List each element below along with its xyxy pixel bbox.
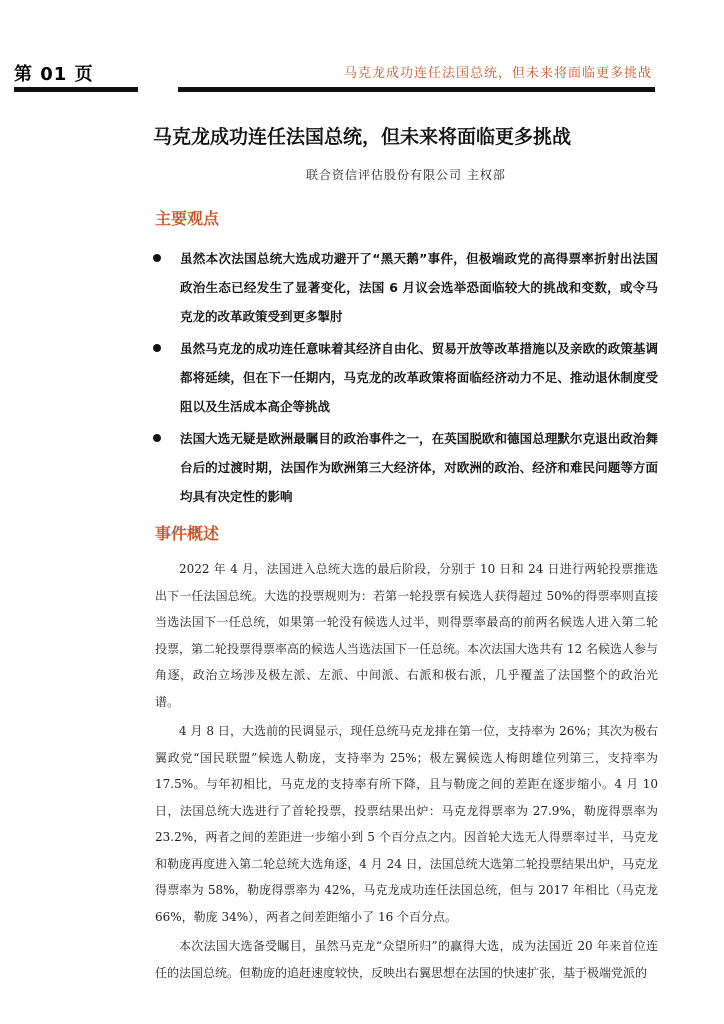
overview-body xyxy=(155,556,658,989)
key-points-list xyxy=(153,244,658,514)
key-point-item xyxy=(153,424,658,511)
key-point-item xyxy=(153,244,658,331)
header-rule-right xyxy=(178,87,655,92)
bullet-dot-icon xyxy=(153,344,161,352)
overview-heading: 事件概述 xyxy=(155,524,220,543)
overview-paragraph: 4 月 8 日，大选前的民调显示，现任总统马克龙排在第一位，支持率为 26%；其次为极右翼政党“国民联盟”候选人勒庞，支持率为 25%；极左翼候选人梅朗雄位列第三，支持率为 17.5%。与年初相比，马克龙的支持率有所下降，且与勒庞之间的差距在逐步缩小。4 月 10 日，法国总统大选进行了首轮投票，投票结果出炉：马克龙得票率为 27.9%，勒庞得票率为 23.2%，两者之间的差距进一步缩小到 5 个百分点之内。因首轮大选无人得票率过半，马克龙和勒庞再度进入第二轮总统大选角逐，4 月 24 日，法国总统大选第二轮投票结果出炉，马克龙得票率为 58%，勒庞得票率为 42%，马克龙成功连任法国总统，但与 2017 年相比（马克龙 66%，勒庞 34%），两者之间差距缩小了 16 个百分点。 xyxy=(155,724,658,924)
overview-paragraph: 本次法国大选备受瞩目，虽然马克龙“众望所归”的赢得大选，成为法国近 20 年来首位连任的法国总统。但勒庞的追赶速度较快，反映出右翼思想在法国的快速扩张，基于极端党派的 xyxy=(155,939,658,980)
bullet-dot-icon xyxy=(153,434,161,442)
running-header-title: 马克龙成功连任法国总统，但未来将面临更多挑战 xyxy=(343,66,652,81)
overview-paragraph: 2022 年 4 月，法国进入总统大选的最后阶段，分别于 10 日和 24 日进行两轮投票推选出下一任法国总统。大选的投票规则为：若第一轮投票有候选人获得超过 50%的得票率则直接当选法国下一任总统，如果第一轮没有候选人过半，则得票率最高的前两名候选人进入第二轮投票，第二轮投票得票率高的候选人当选法国下一任总统。本次法国大选共有 12 名候选人参与角逐，政治立场涉及极左派、左派、中间派、右派和极右派，几乎覆盖了法国整个的政治光谱。 xyxy=(155,562,658,709)
key-point-text: 虽然本次法国总统大选成功避开了“黑天鹅”事件，但极端政党的高得票率折射出法国政治生态已经发生了显著变化，法国 6 月议会选举恐面临较大的挑战和变数，或令马克龙的改革政策受到更多掣肘 xyxy=(180,251,658,324)
header-rule-left xyxy=(14,87,138,92)
page-number: 第 01 页 xyxy=(14,64,94,85)
key-point-item xyxy=(153,334,658,421)
bullet-dot-icon xyxy=(153,254,161,262)
key-point-text: 虽然马克龙的成功连任意味着其经济自由化、贸易开放等改革措施以及亲欧的政策基调都将延续，但在下一任期内，马克龙的改革政策将面临经济动力不足、推动退休制度受阻以及生活成本高企等挑战 xyxy=(180,341,658,414)
author-line: 联合资信评估股份有限公司 主权部 xyxy=(306,168,506,182)
document-title: 马克龙成功连任法国总统，但未来将面临更多挑战 xyxy=(152,126,571,148)
key-point-text: 法国大选无疑是欧洲最瞩目的政治事件之一，在英国脱欧和德国总理默尔克退出政治舞台后的过渡时期，法国作为欧洲第三大经济体，对欧洲的政治、经济和难民问题等方面均具有决定性的影响 xyxy=(180,431,658,504)
key-points-heading: 主要观点 xyxy=(155,209,220,228)
